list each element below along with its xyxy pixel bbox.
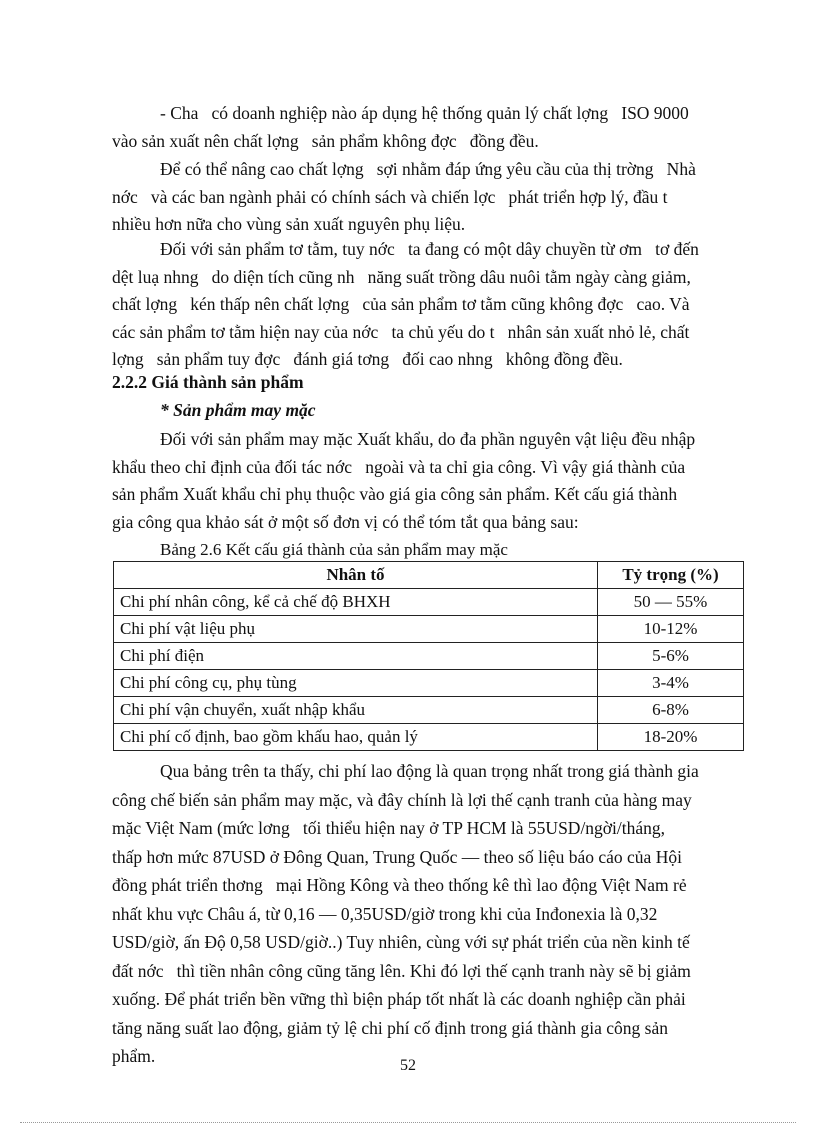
table-cell-factor: Chi phí cố định, bao gồm khấu hao, quản lý xyxy=(114,724,598,751)
text-line: phẩm. xyxy=(112,1046,156,1066)
table-cell-factor: Chi phí vận chuyển, xuất nhập khẩu xyxy=(114,697,598,724)
text-line: khẩu theo chỉ định của đối tác nớc ngoài và ta chỉ gia công. Vì vậy giá thành của xyxy=(112,456,686,477)
text-line: Đối với sản phẩm may mặc Xuất khẩu, do đa phần nguyên vật liệu đều nhập xyxy=(160,429,696,449)
text-line: xuống. Để phát triển bền vững thì biện pháp tốt nhất là các doanh nghiệp cần phải xyxy=(112,989,686,1009)
table-row xyxy=(114,670,744,697)
text-line: công chế biến sản phẩm may mặc, và đây chính là lợi thế cạnh tranh của hàng may xyxy=(112,789,692,810)
text-line: - Cha có doanh nghiệp nào áp dụng hệ thống quản lý chất lợng ISO 9000 xyxy=(160,103,689,123)
table-cell-share: 5-6% xyxy=(598,643,744,670)
text-line: các sản phẩm tơ tằm hiện nay của nớc ta chủ yếu do t nhân sản xuất nhỏ lẻ, chất xyxy=(112,321,690,342)
text-line: thấp hơn mức 87USD ở Đông Quan, Trung Quốc — theo số liệu báo cáo của Hội xyxy=(112,846,682,867)
table-row xyxy=(114,697,744,724)
table-row xyxy=(114,643,744,670)
table-row xyxy=(114,616,744,643)
table-row xyxy=(114,724,744,751)
text-line: nớc và các ban ngành phải có chính sách và chiến lợc phát triển hợp lý, đầu t xyxy=(112,186,668,207)
table-cell-share: 18-20% xyxy=(598,724,744,751)
table-cell-factor: Chi phí nhân công, kể cả chế độ BHXH xyxy=(114,589,598,616)
table-cell-share: 3-4% xyxy=(598,670,744,697)
text-line: lợng sản phẩm tuy đợc đánh giá tơng đối cao nhng không đồng đều. xyxy=(112,349,623,369)
text-line: vào sản xuất nên chất lợng sản phẩm không đợc đồng đều. xyxy=(112,130,539,151)
text-line: gia công qua khảo sát ở một số đơn vị có thể tóm tắt qua bảng sau: xyxy=(112,511,579,532)
text-line: nhiều hơn nữa cho vùng sản xuất nguyên phụ liệu. xyxy=(112,214,466,234)
text-line: Để có thể nâng cao chất lợng sợi nhằm đáp ứng yêu cầu của thị trờng Nhà xyxy=(160,159,696,179)
column-header-factor: Nhân tố xyxy=(114,562,598,589)
paragraph-silk xyxy=(112,236,742,374)
table-cell-share: 10-12% xyxy=(598,616,744,643)
table-cell-factor: Chi phí vật liệu phụ xyxy=(114,616,598,643)
column-header-share: Tỷ trọng (%) xyxy=(598,562,744,589)
table-cell-share: 6-8% xyxy=(598,697,744,724)
paragraph-garment-intro xyxy=(112,426,742,536)
text-line: nhất khu vực Châu á, từ 0,16 — 0,35USD/giờ trong khi của Inđonexia là 0,32 xyxy=(112,903,658,924)
table-header-row xyxy=(114,562,744,589)
text-line: chất lợng kén thấp nên chất lợng của sản phẩm tơ tằm cũng không đợc cao. Và xyxy=(112,294,690,314)
page-number: 52 xyxy=(400,1057,416,1074)
subsection-heading: * Sản phẩm may mặc xyxy=(160,400,316,420)
text-line: tăng năng suất lao động, giảm tỷ lệ chi phí cố định trong giá thành gia công sản xyxy=(112,1017,668,1038)
table-cell-share: 50 — 55% xyxy=(598,589,744,616)
cost-structure-table xyxy=(113,561,744,751)
table-cell-factor: Chi phí công cụ, phụ tùng xyxy=(114,670,598,697)
text-line: Qua bảng trên ta thấy, chi phí lao động là quan trọng nhất trong giá thành gia xyxy=(160,761,699,781)
paragraph-fiber-quality xyxy=(112,156,742,239)
text-line: đất nớc thì tiền nhân công cũng tăng lên. Khi đó lợi thế cạnh tranh này sẽ bị giảm xyxy=(112,960,691,981)
text-line: Đối với sản phẩm tơ tằm, tuy nớc ta đang có một dây chuyền từ ơm tơ đến xyxy=(160,239,699,259)
text-line: dệt luạ nhng do diện tích cũng nh năng suất trồng dâu nuôi tằm ngày càng giảm, xyxy=(112,266,691,287)
text-line: đồng phát triển thơng mại Hồng Kông và theo thống kê thì lao động Việt Nam rẻ xyxy=(112,875,687,895)
text-line: sản phẩm Xuất khẩu chỉ phụ thuộc vào giá gia công sản phẩm. Kết cấu giá thành xyxy=(112,484,678,504)
paragraph-labor-cost xyxy=(112,757,742,1071)
table-caption: Bảng 2.6 Kết cấu giá thành của sản phẩm may mặc xyxy=(160,540,508,559)
table-row xyxy=(114,589,744,616)
table-cell-factor: Chi phí điện xyxy=(114,643,598,670)
text-line: USD/giờ, ấn Độ 0,58 USD/giờ..) Tuy nhiên, cùng với sự phát triển của nền kinh tế xyxy=(112,932,690,952)
section-heading: 2.2.2 Giá thành sản phẩm xyxy=(112,372,304,392)
text-line: mặc Việt Nam (mức lơng tối thiểu hiện nay ở TP HCM là 55USD/ngời/tháng, xyxy=(112,818,666,838)
paragraph-iso xyxy=(112,100,742,155)
